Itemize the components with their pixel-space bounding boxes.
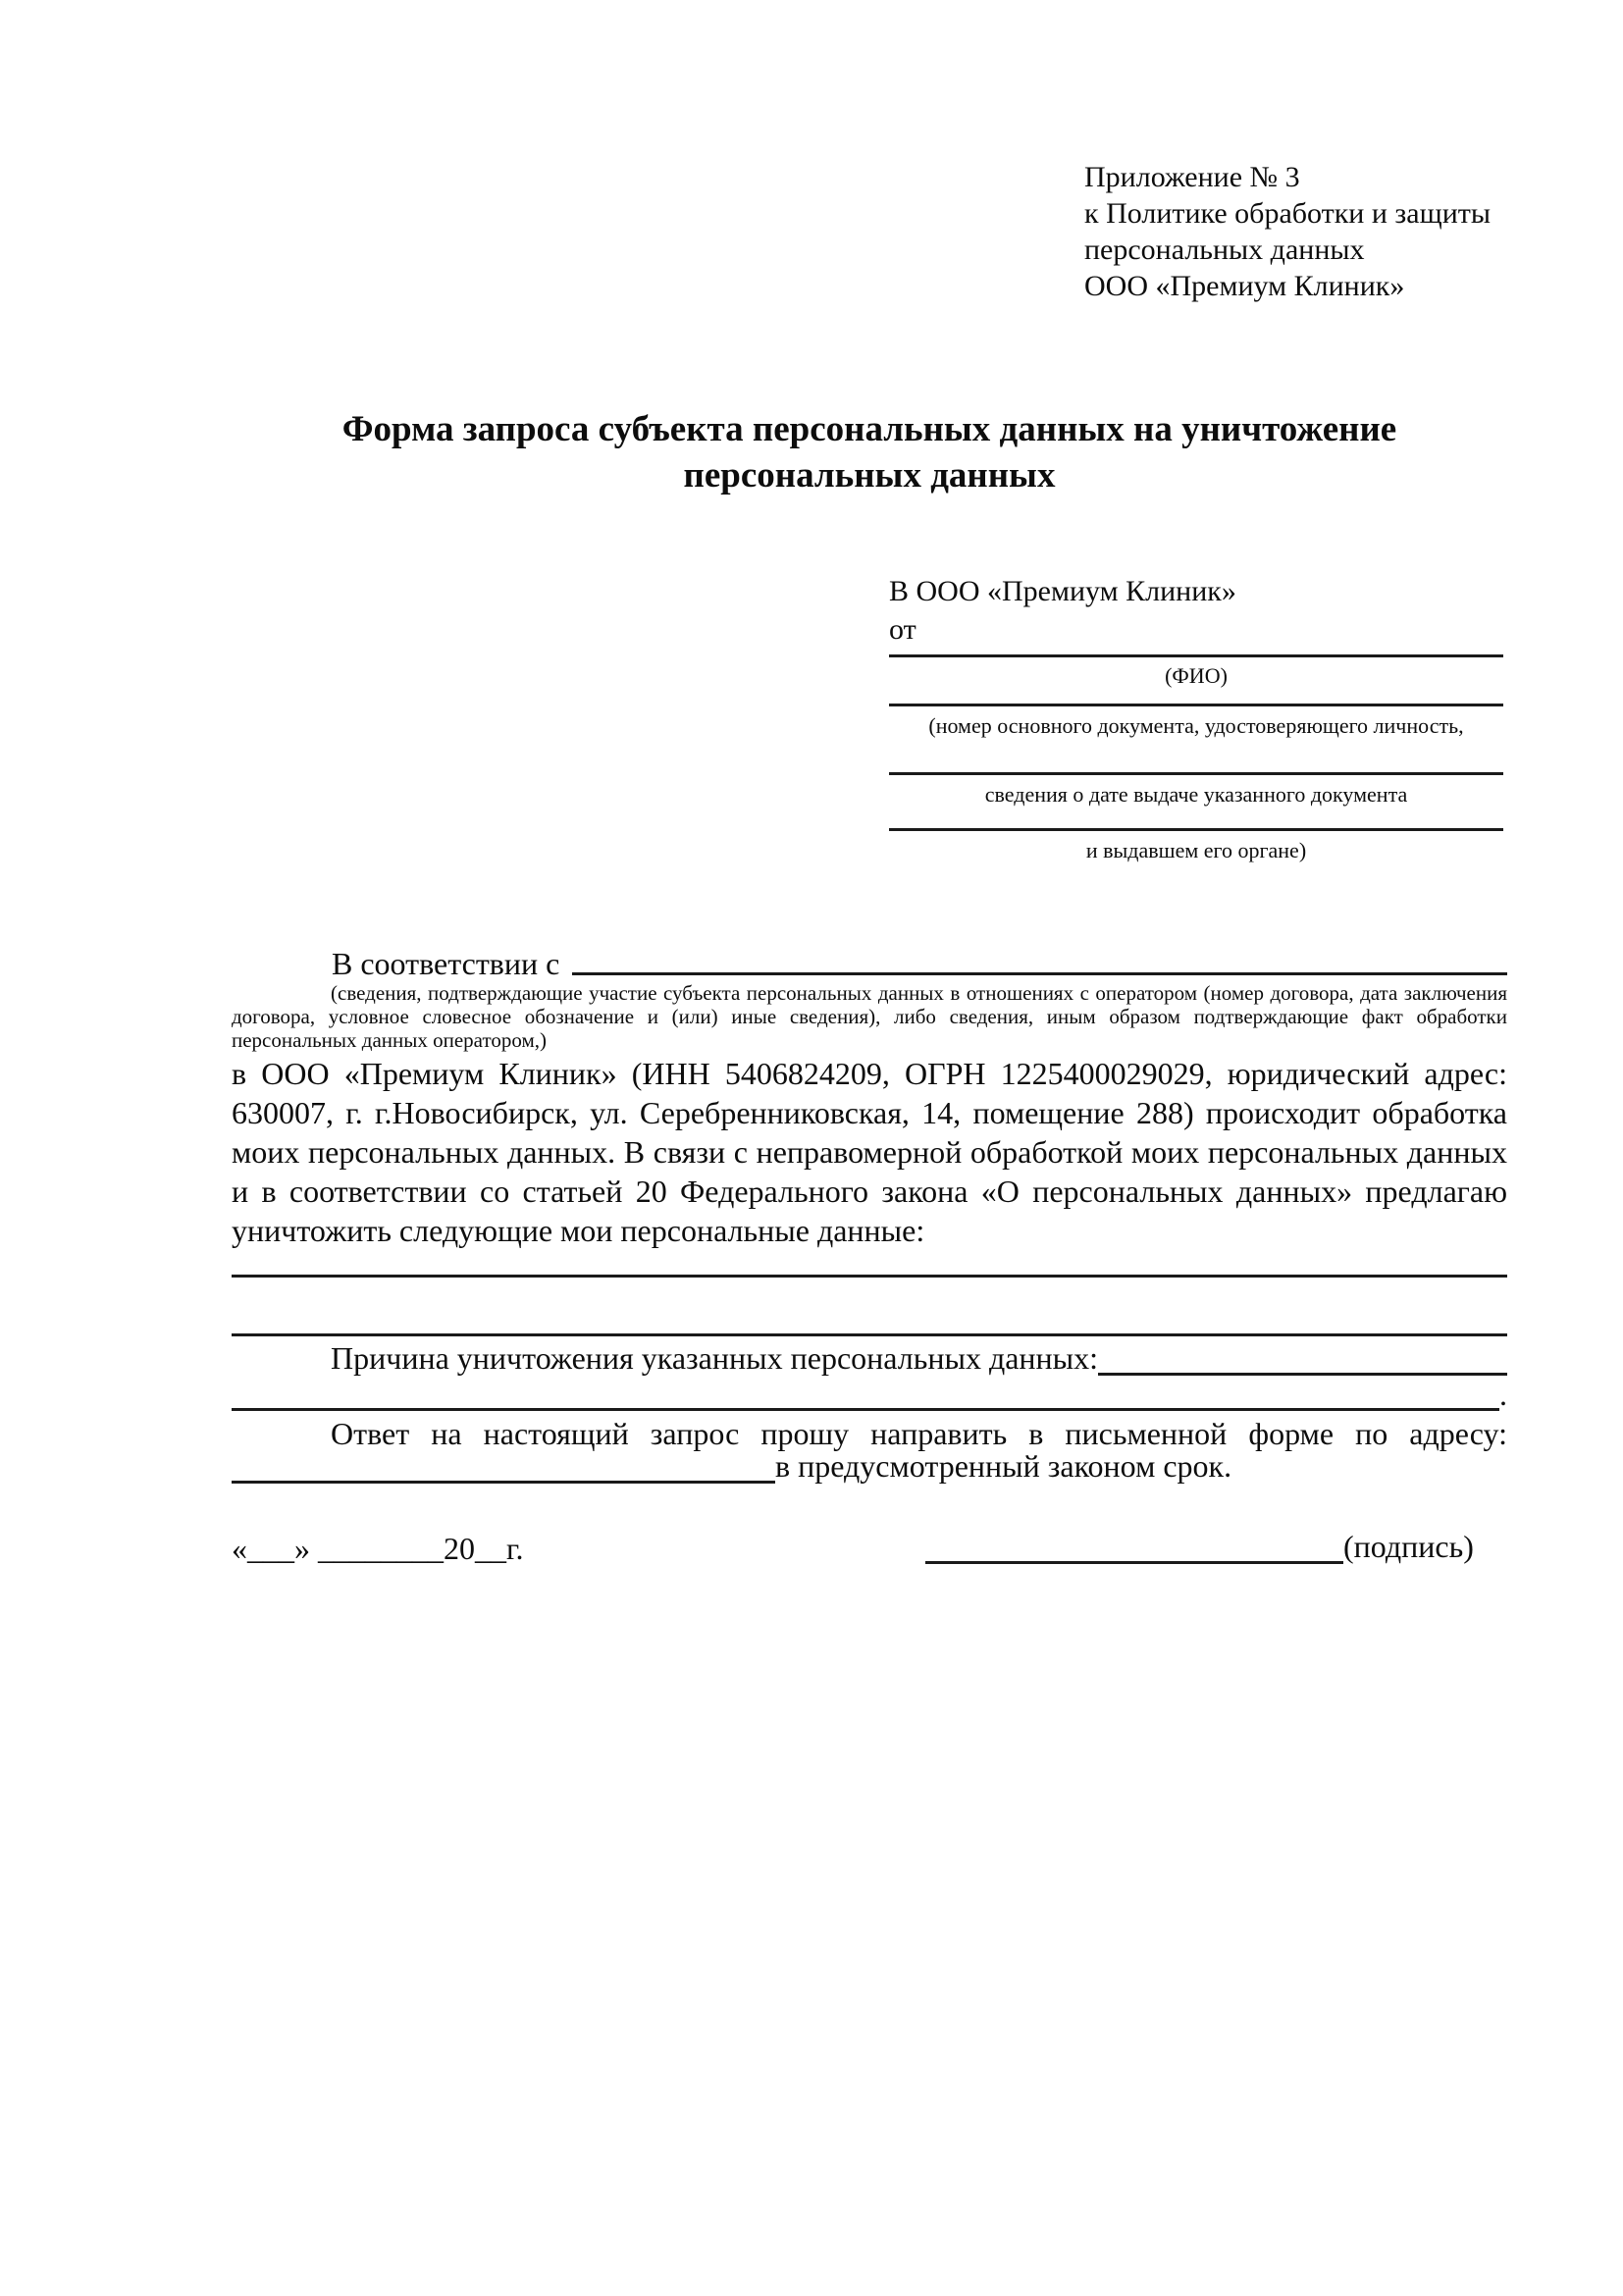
fio-blank-line [889,654,1503,657]
appendix-note-line: Приложение № 3 [1084,161,1300,193]
issue-date-caption: сведения о дате выдаче указанного документа [984,782,1408,807]
answer-request-line: Ответ на настоящий запрос прошу направить в письменной форме по адресу: [331,1416,1507,1451]
body-paragraph: в ООО «Премиум Клиник» (ИНН 5406824209, ОГРН 1225400029029, юридический адрес: 630007, г. г.Новосибирск, ул. Серебренниковская, 14, помещение 288) происходит обработка моих персональных данных. В связи с неправомерной обработкой моих персональных данных и в соответствии со статьей 20 Федерального закона «О персональных данных» предлагаю уничтожить следующие мои персональные данные: [232,1056,1507,1248]
addressee-to: В ООО «Премиум Клиник» [889,575,1236,607]
appendix-note [1084,159,1491,304]
addressee-from-label: от [889,613,916,646]
trailing-period: . [1499,1377,1507,1412]
data-blank-line-1 [232,1275,1507,1278]
date-field: «___» ________20__г. [232,1531,524,1566]
reason-overflow-blank-line [232,1381,1499,1411]
address-blank-line [232,1450,775,1484]
appendix-note-line: ООО «Премиум Клиник» [1084,270,1405,302]
reason-label: Причина уничтожения указанных персональных данных: [331,1340,1099,1376]
issue-date-blank-line [889,772,1503,775]
issuing-authority-caption: и выдавшем его органе) [1085,838,1307,862]
accordance-lead: В соответствии с [332,946,560,981]
document-number-blank-line [889,704,1503,706]
signature-row [925,1529,1482,1564]
issuing-authority-blank-line [889,828,1503,831]
signature-blank-line [925,1531,1343,1564]
reason-blank-line [1098,1342,1507,1376]
signature-caption: (подпись) [1343,1529,1474,1564]
answer-tail-text: в предусмотренный законом срок. [775,1448,1232,1484]
answer-address-row [232,1448,1507,1484]
accordance-note: (сведения, подтверждающие участие субъекта персональных данных в отношениях с оператором (номер договора, дата заключения договора, условное словесное обозначение и (или) иные сведения), либо сведения, иным образом подтверждающие факт обработки персональных данных оператором,) [232,981,1507,1052]
document-number-caption: (номер основного документа, удостоверяющего личность, [928,713,1464,738]
reason-overflow-row [232,1378,1507,1411]
appendix-note-line: персональных данных [1084,234,1365,266]
reason-row [232,1340,1507,1376]
appendix-note-line: к Политике обработки и защиты [1084,197,1492,230]
fio-caption: (ФИО) [1165,663,1228,688]
form-title: Форма запроса субъекта персональных данных на уничтожение персональных данных [341,409,1397,496]
accordance-blank-line [572,972,1507,975]
data-blank-line-2 [232,1333,1507,1336]
